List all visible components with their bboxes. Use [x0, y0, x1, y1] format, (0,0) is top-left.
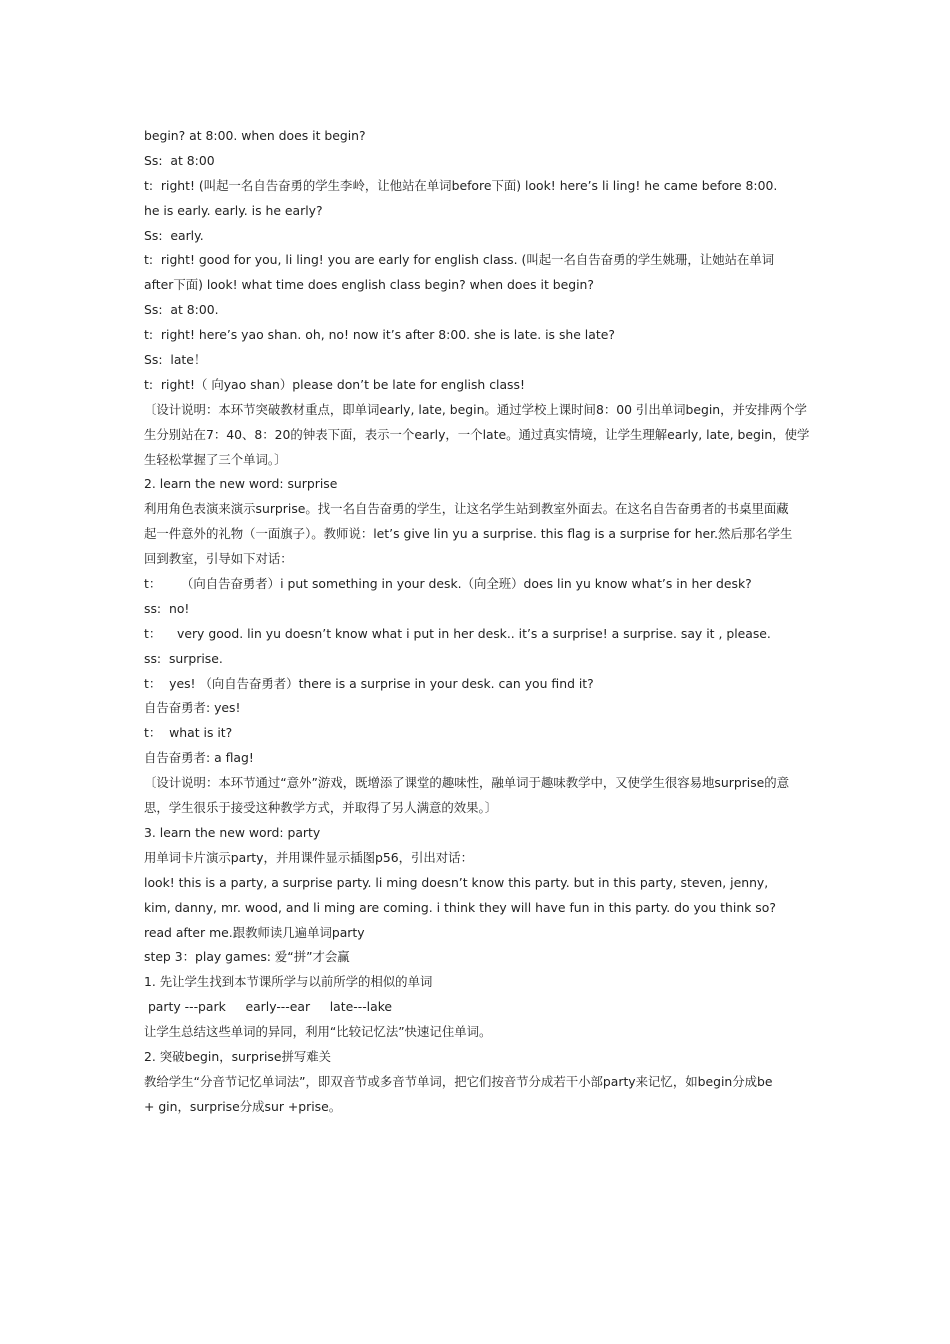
- text-line: Ss: at 8:00.: [144, 302, 219, 318]
- text-line: 自告奋勇者: a flag!: [144, 750, 254, 766]
- text-line: t： what is it?: [144, 725, 233, 741]
- section-heading: step 3：play games: 爱“拼”才会赢: [144, 949, 350, 965]
- text-line: t: right! (叫起一名自告奋勇的学生李岭，让他站在单词before下面) look! here’s li ling! he came before 8:00.: [144, 177, 778, 193]
- text-line: 2. 突破begin，surprise拼写难关: [144, 1048, 332, 1064]
- design-note-line: 生轻松掌握了三个单词。〕: [144, 451, 287, 467]
- text-line: ss: no!: [144, 600, 190, 616]
- text-line: 用单词卡片演示party，并用课件显示插图p56，引出对话：: [144, 849, 473, 865]
- document-body: [144, 124, 814, 1120]
- text-line: 利用角色表演来演示surprise。找一名自告奋勇的学生，让这名学生站到教室外面去。在这名自告奋勇者的书桌里面藏: [144, 501, 789, 517]
- text-line: 自告奋勇者: yes!: [144, 700, 241, 716]
- text-line: Ss: at 8:00: [144, 152, 215, 168]
- text-line: t: right! good for you, li ling! you are early for english class. (叫起一名自告奋勇的学生姚珊，让她站在单词: [144, 252, 775, 268]
- design-note-line: 〔设计说明：本环节突破教材重点，即单词early, late, begin。通过学校上课时间8：00 引出单词begin，并安排两个学: [144, 401, 807, 417]
- text-line: kim, danny, mr. wood, and li ming are coming. i think they will have fun in this party. do you think so?: [144, 899, 776, 915]
- text-line: t： very good. lin yu doesn’t know what i put in her desk.. it’s a surprise! a surprise. say it , please.: [144, 625, 771, 641]
- design-note-line: 生分别站在7：40、8：20的钟表下面，表示一个early，一个late。通过真实情境，让学生理解early, late, begin，使学: [144, 426, 810, 442]
- text-line: 让学生总结这些单词的异同，利用“比较记忆法”快速记住单词。: [144, 1024, 492, 1040]
- design-note-line: 思，学生很乐于接受这种教学方式，并取得了另人满意的效果。〕: [144, 800, 498, 816]
- text-line: after下面) look! what time does english class begin? when does it begin?: [144, 277, 594, 293]
- text-line: t： yes! （向自告奋勇者）there is a surprise in your desk. can you find it?: [144, 675, 594, 691]
- text-line: 1. 先让学生找到本节课所学与以前所学的相似的单词: [144, 974, 433, 990]
- text-line: begin? at 8:00. when does it begin?: [144, 128, 366, 143]
- section-heading: 3. learn the new word: party: [144, 824, 321, 840]
- text-line: Ss: late！: [144, 352, 207, 368]
- text-line: Ss: early.: [144, 227, 204, 243]
- text-line: read after me.跟教师读几遍单词party: [144, 924, 365, 940]
- text-line: he is early. early. is he early?: [144, 202, 323, 218]
- design-note-line: 〔设计说明：本环节通过“意外”游戏，既增添了课堂的趣味性，融单词于趣味教学中，又使学生很容易地surprise的意: [144, 775, 790, 791]
- section-heading: 2. learn the new word: surprise: [144, 476, 338, 492]
- text-line: 教给学生“分音节记忆单词法”，即双音节或多音节单词，把它们按音节分成若干小部party来记忆，如begin分成be: [144, 1073, 773, 1089]
- text-line: 起一件意外的礼物（一面旗子）。教师说：let’s give lin yu a surprise. this flag is a surprise for her.然后那名学生: [144, 526, 793, 542]
- text-line: + gin，surprise分成sur +prise。: [144, 1098, 342, 1114]
- text-line: ss: surprise.: [144, 650, 223, 666]
- text-line: 回到教室，引导如下对话：: [144, 551, 293, 567]
- text-line: t: right! here’s yao shan. oh, no! now it’s after 8:00. she is late. is she late?: [144, 327, 615, 343]
- word-pairs-line: party ---park early---ear late---lake: [144, 999, 393, 1015]
- text-line: look! this is a party, a surprise party. li ming doesn’t know this party. but in this party, steven, jenny,: [144, 874, 769, 890]
- text-line: t： （向自告奋勇者）i put something in your desk.（向全班）does lin yu know what’s in her desk?: [144, 576, 752, 592]
- text-line: t: right!（ 向yao shan）please don’t be late for english class!: [144, 376, 525, 392]
